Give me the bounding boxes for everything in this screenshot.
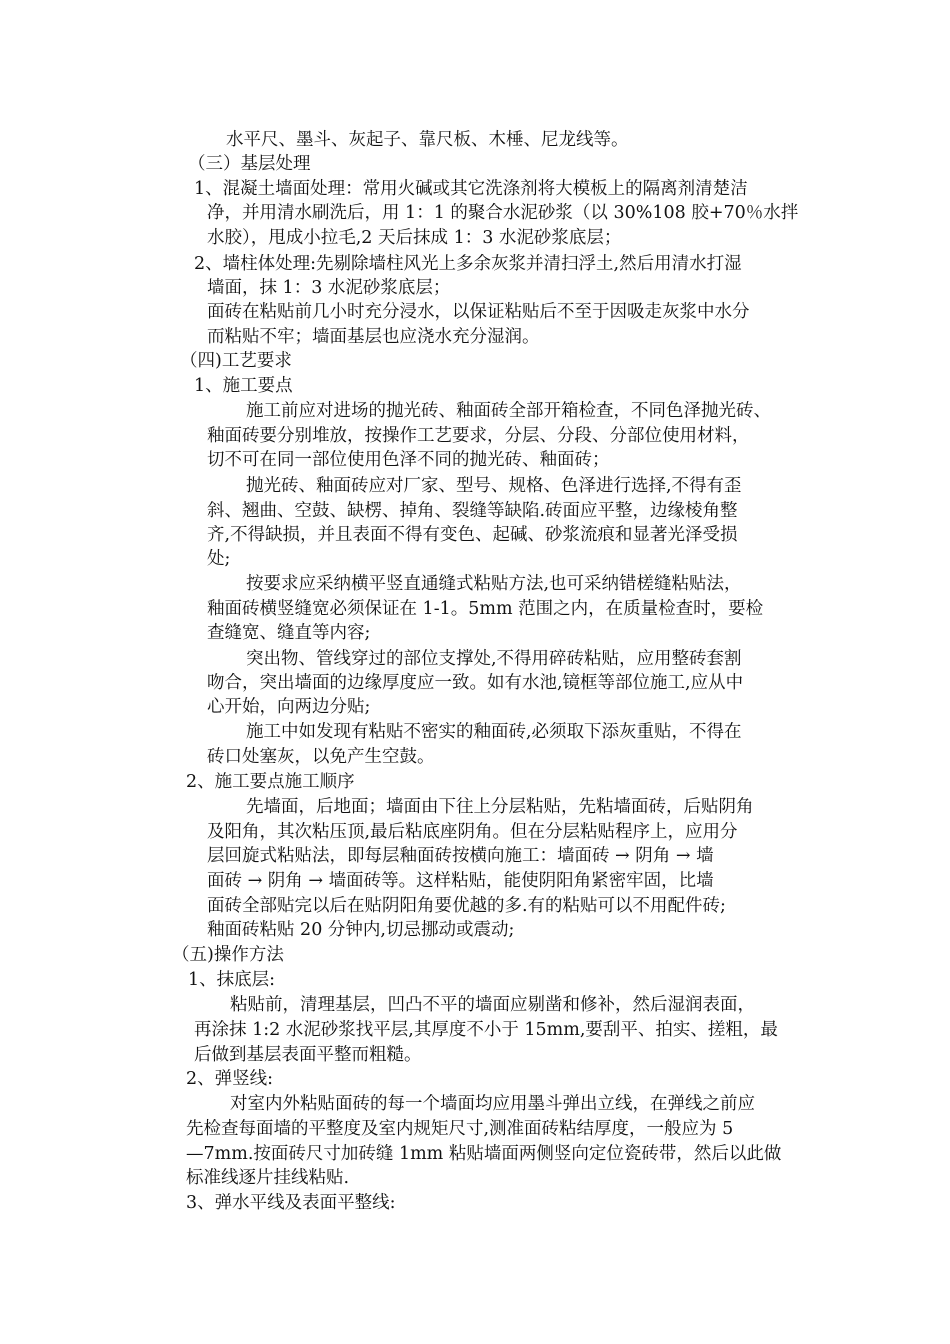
text-line: 齐,不得缺损，并且表面不得有变色、起碱、砂浆流痕和显著光泽受损 [207, 525, 738, 545]
text-line: 面砖在粘贴前几小时充分浸水，以保证粘贴后不至于因吸走灰浆中水分 [207, 302, 750, 322]
text-line: 而粘贴不牢；墙面基层也应浇水充分湿润。 [207, 327, 540, 347]
text-line: 突出物、管线穿过的部位支撑处,不得用碎砖粘贴，应用整砖套割 [246, 649, 742, 669]
text-line: 斜、翘曲、空鼓、缺楞、掉角、裂缝等缺陷.砖面应平整，边缘棱角整 [207, 501, 738, 521]
section-heading: （四)工艺要求 [180, 351, 292, 371]
text-line: 处; [207, 549, 231, 569]
text-line: 抛光砖、釉面砖应对厂家、型号、规格、色泽进行选择,不得有歪 [246, 476, 742, 496]
text-line: 施工中如发现有粘贴不密实的釉面砖,必须取下添灰重贴，不得在 [246, 722, 742, 742]
text-line: 及阳角，其次粘压顶,最后粘底座阴角。但在分层粘贴程序上，应用分 [207, 822, 738, 842]
subsection-heading: 2、施工要点施工顺序 [186, 772, 355, 792]
text-line: 釉面砖要分别堆放，按操作工艺要求，分层、分段、分部位使用材料， [207, 426, 750, 446]
text-line: 对室内外粘贴面砖的每一个墙面均应用墨斗弹出立线，在弹线之前应 [230, 1094, 755, 1114]
text-line: 吻合，突出墙面的边缘厚度应一致。如有水池,镜框等部位施工,应从中 [207, 673, 744, 693]
text-line: 水平尺、墨斗、灰起子、靠尺板、木棰、尼龙线等。 [226, 130, 629, 150]
text-line: 2、墙柱体处理:先剔除墙柱风光上多余灰浆并清扫浮土,然后用清水打湿 [194, 254, 742, 274]
subsection-heading: 2、弹竖线: [186, 1069, 274, 1089]
subsection-heading: 3、弹水平线及表面平整线: [186, 1193, 396, 1213]
text-line: 先检查每面墙的平整度及室内规矩尺寸,测准面砖粘结厚度，一般应为 5 [186, 1119, 734, 1139]
text-line: 先墙面，后地面；墙面由下往上分层粘贴，先粘墙面砖，后贴阴角 [246, 797, 754, 817]
text-line: 切不可在同一部位使用色泽不同的抛光砖、釉面砖； [207, 450, 610, 470]
text-line: 施工前应对进场的抛光砖、釉面砖全部开箱检查，不同色泽抛光砖、 [246, 401, 771, 421]
text-line: 1、混凝土墙面处理：常用火碱或其它洗涤剂将大模板上的隔离剂清楚洁 [194, 179, 748, 199]
section-heading: （三）基层处理 [188, 154, 311, 174]
text-line: 釉面砖横竖缝宽必须保证在 1-1。5mm 范围之内，在质量检查时，要检 [207, 599, 764, 619]
section-heading: （五)操作方法 [172, 945, 284, 965]
text-line: —7mm.按面砖尺寸加砖缝 1mm 粘贴墙面两侧竖向定位瓷砖带，然后以此做 [186, 1144, 782, 1164]
text-line: 按要求应采纳横平竖直通缝式粘贴方法,也可采纳错槎缝粘贴法， [246, 574, 742, 594]
text-line: 再涂抹 1:2 水泥砂浆找平层,其厚度不小于 15mm,要刮平、拍实、搓粗，最 [194, 1020, 778, 1040]
text-line: 查缝宽、缝直等内容; [207, 623, 371, 643]
text-line: 面砖 → 阴角 → 墙面砖等。这样粘贴，能使阴阳角紧密牢固，比墙 [207, 871, 714, 891]
subsection-heading: 1、抹底层: [188, 970, 276, 990]
text-line: 层回旋式粘贴法，即每层釉面砖按横向施工：墙面砖 → 阴角 → 墙 [207, 846, 714, 866]
text-line: 砖口处塞灰，以免产生空鼓。 [207, 747, 435, 767]
text-line: 粘贴前，清理基层，凹凸不平的墙面应剔凿和修补，然后湿润表面， [230, 995, 755, 1015]
text-line: 釉面砖粘贴 20 分钟内,切忌挪动或震动; [207, 920, 515, 940]
text-line: 净，并用清水刷洗后，用 1：1 的聚合水泥砂浆（以 30%108 胶+70％水拌 [207, 203, 799, 223]
text-line: 墙面，抹 1：3 水泥砂浆底层； [207, 278, 451, 298]
text-line: 后做到基层表面平整而粗糙。 [194, 1045, 422, 1065]
text-line: 水胶），甩成小拉毛,2 天后抹成 1：3 水泥砂浆底层； [207, 228, 622, 248]
subsection-heading: 1、施工要点 [194, 376, 293, 396]
text-line: 面砖全部贴完以后在贴阴阳角要优越的多.有的粘贴可以不用配件砖; [207, 896, 726, 916]
text-line: 心开始，向两边分贴; [207, 697, 371, 717]
text-line: 标准线逐片挂线粘贴. [186, 1168, 350, 1188]
